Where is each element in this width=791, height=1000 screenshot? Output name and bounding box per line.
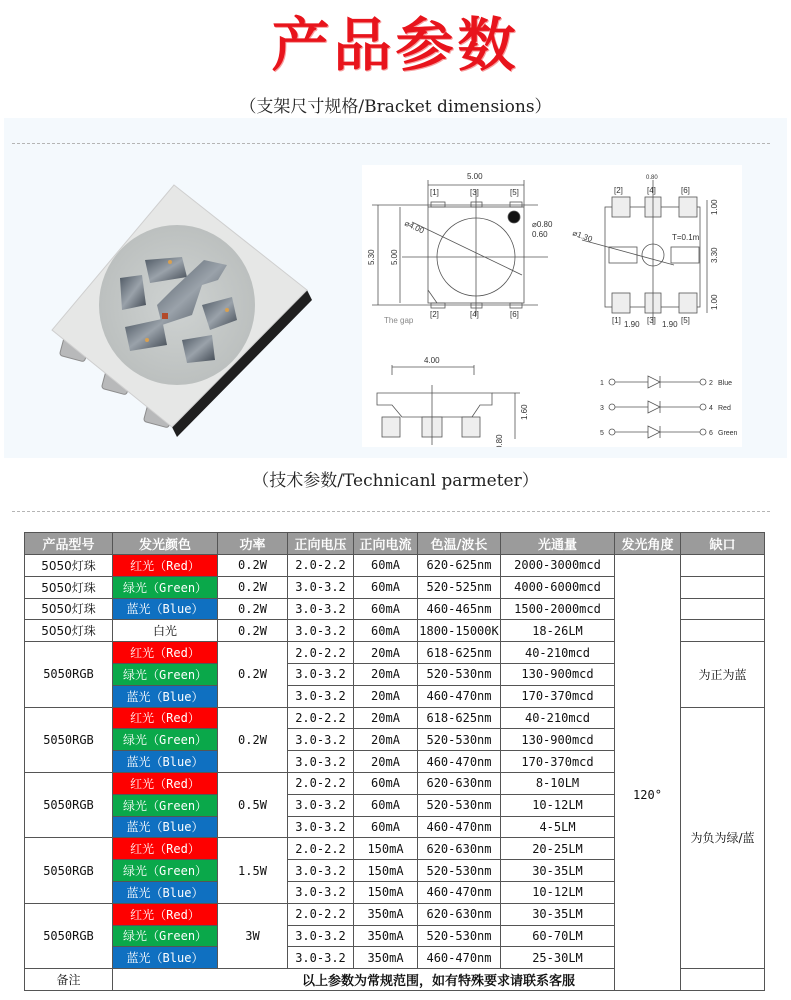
svg-text:6: 6	[709, 430, 713, 437]
svg-text:1.90: 1.90	[624, 320, 640, 329]
col-header-notch: 缺口	[681, 533, 765, 555]
svg-text:1.90: 1.90	[662, 320, 678, 329]
svg-text:0.80: 0.80	[646, 175, 658, 181]
table-row: 5050灯珠 蓝光（Blue） 0.2W 3.0-3.2 60mA 460-465nm 1500-2000mcd	[25, 598, 765, 620]
remark-text: 以上参数为常规范围，如有特殊要求请联系客服	[113, 969, 765, 991]
col-header-power: 功率	[218, 533, 288, 555]
svg-text:1.00: 1.00	[710, 199, 719, 215]
table-row: 蓝光（Blue） 3.0-3.2 350mA 460-470nm 25-30LM	[25, 947, 765, 969]
notch-cell	[681, 555, 765, 577]
svg-text:4.00: 4.00	[424, 356, 440, 365]
svg-text:Red: Red	[718, 405, 731, 412]
svg-text:3.30: 3.30	[710, 247, 719, 263]
notch-cell	[681, 576, 765, 598]
svg-text:0.80: 0.80	[495, 434, 504, 447]
svg-text:0.60: 0.60	[532, 230, 548, 239]
dashed-divider	[12, 143, 770, 144]
svg-text:T=0.1m: T=0.1m	[672, 233, 700, 242]
svg-text:[2]: [2]	[430, 310, 439, 319]
viewing-angle-cell: 120°	[615, 555, 681, 991]
col-header-current: 正向电流	[354, 533, 418, 555]
svg-text:5.00: 5.00	[390, 249, 399, 265]
col-header-flux: 光通量	[501, 533, 615, 555]
svg-text:[5]: [5]	[681, 316, 690, 325]
page-title: 产品参数	[271, 11, 520, 79]
notch-cell	[681, 620, 765, 642]
svg-text:4: 4	[709, 405, 713, 412]
svg-text:[1]: [1]	[612, 316, 621, 325]
led-product-photo	[22, 165, 342, 445]
bracket-dimensions-subtitle: （支架尺寸规格/Bracket dimensions）	[239, 97, 552, 117]
col-header-wavelength: 色温/波长	[418, 533, 501, 555]
diode-symbol-icon	[609, 376, 706, 388]
svg-text:⌀1.30: ⌀1.30	[571, 228, 594, 244]
svg-text:[4]: [4]	[647, 186, 656, 195]
technical-parameter-subtitle: （技术参数/Technicanl parmeter）	[252, 471, 539, 491]
table-row: 绿光（Green） 3.0-3.2 350mA 520-530nm 60-70LM	[25, 925, 765, 947]
table-row: 蓝光（Blue） 3.0-3.2 60mA 460-470nm 4-5LM	[25, 816, 765, 838]
table-row: 5050RGB 红光（Red） 0.2W 2.0-2.2 20mA 618-625nm 40-210mcd 为正为蓝	[25, 642, 765, 664]
table-row: 5050灯珠 白光 0.2W 3.0-3.2 60mA 1800-15000K 18-26LM	[25, 620, 765, 642]
svg-text:[4]: [4]	[470, 310, 479, 319]
side-view-drawing	[377, 356, 529, 447]
svg-text:1: 1	[600, 380, 604, 387]
remark-label: 备注	[25, 969, 113, 991]
col-header-voltage: 正向电压	[288, 533, 354, 555]
svg-text:1.60: 1.60	[520, 404, 529, 420]
led-pin-schematic	[600, 376, 738, 438]
notch-positive-cell: 为正为蓝	[681, 642, 765, 707]
table-row: 绿光（Green） 3.0-3.2 20mA 520-530nm 130-900mcd	[25, 663, 765, 685]
svg-text:3: 3	[600, 405, 604, 412]
col-header-angle: 发光角度	[615, 533, 681, 555]
bracket-dimension-drawing	[362, 165, 742, 447]
svg-text:[3]: [3]	[647, 316, 656, 325]
table-row: 5050灯珠 红光（Red） 0.2W 2.0-2.2 60mA 620-625nm 2000-3000mcd 120°	[25, 555, 765, 577]
svg-text:⌀4.00: ⌀4.00	[403, 218, 426, 236]
svg-text:[5]: [5]	[510, 188, 519, 197]
svg-text:⌀0.80: ⌀0.80	[532, 220, 553, 229]
table-row: 5050RGB 红光（Red） 3W 2.0-2.2 350mA 620-630nm 30-35LM	[25, 903, 765, 925]
svg-text:[3]: [3]	[470, 188, 479, 197]
table-row: 5050RGB 红光（Red） 1.5W 2.0-2.2 150mA 620-630nm 20-25LM	[25, 838, 765, 860]
spec-table	[24, 532, 765, 991]
svg-text:5: 5	[600, 430, 604, 437]
notch-negative-cell: 为负为绿/蓝	[681, 707, 765, 969]
table-row: 5050RGB 红光（Red） 0.5W 2.0-2.2 60mA 620-630nm 8-10LM	[25, 772, 765, 794]
table-row: 蓝光（Blue） 3.0-3.2 150mA 460-470nm 10-12LM	[25, 881, 765, 903]
svg-text:1.00: 1.00	[710, 294, 719, 310]
table-row: 蓝光（Blue） 3.0-3.2 20mA 460-470nm 170-370mcd	[25, 751, 765, 773]
pad-layout-drawing	[571, 175, 719, 329]
notch-cell	[681, 598, 765, 620]
svg-text:[6]: [6]	[510, 310, 519, 319]
remark-row	[25, 969, 765, 991]
top-view-drawing	[367, 172, 553, 325]
dashed-divider	[12, 511, 770, 512]
table-row: 绿光（Green） 3.0-3.2 150mA 520-530nm 30-35LM	[25, 860, 765, 882]
table-row: 5050RGB 红光（Red） 0.2W 2.0-2.2 20mA 618-625nm 40-210mcd 为负为绿/蓝	[25, 707, 765, 729]
table-row: 绿光（Green） 3.0-3.2 60mA 520-530nm 10-12LM	[25, 794, 765, 816]
svg-text:Blue: Blue	[718, 380, 733, 387]
svg-text:2: 2	[709, 380, 713, 387]
table-row: 绿光（Green） 3.0-3.2 20mA 520-530nm 130-900mcd	[25, 729, 765, 751]
svg-text:The gap: The gap	[384, 316, 414, 325]
col-header-color: 发光颜色	[113, 533, 218, 555]
top-width-label: 5.00	[467, 172, 483, 181]
smd-5050-led-icon	[22, 165, 342, 445]
svg-text:[2]: [2]	[614, 186, 623, 195]
table-row: 蓝光（Blue） 3.0-3.2 20mA 460-470nm 170-370mcd	[25, 685, 765, 707]
col-header-model: 产品型号	[25, 533, 113, 555]
svg-text:[1]: [1]	[430, 188, 439, 197]
svg-text:[6]: [6]	[681, 186, 690, 195]
svg-text:5.30: 5.30	[367, 249, 376, 265]
table-row: 5050灯珠 绿光（Green） 0.2W 3.0-3.2 60mA 520-525nm 4000-6000mcd	[25, 576, 765, 598]
svg-text:Green: Green	[718, 430, 738, 437]
table-header-row	[25, 533, 765, 555]
